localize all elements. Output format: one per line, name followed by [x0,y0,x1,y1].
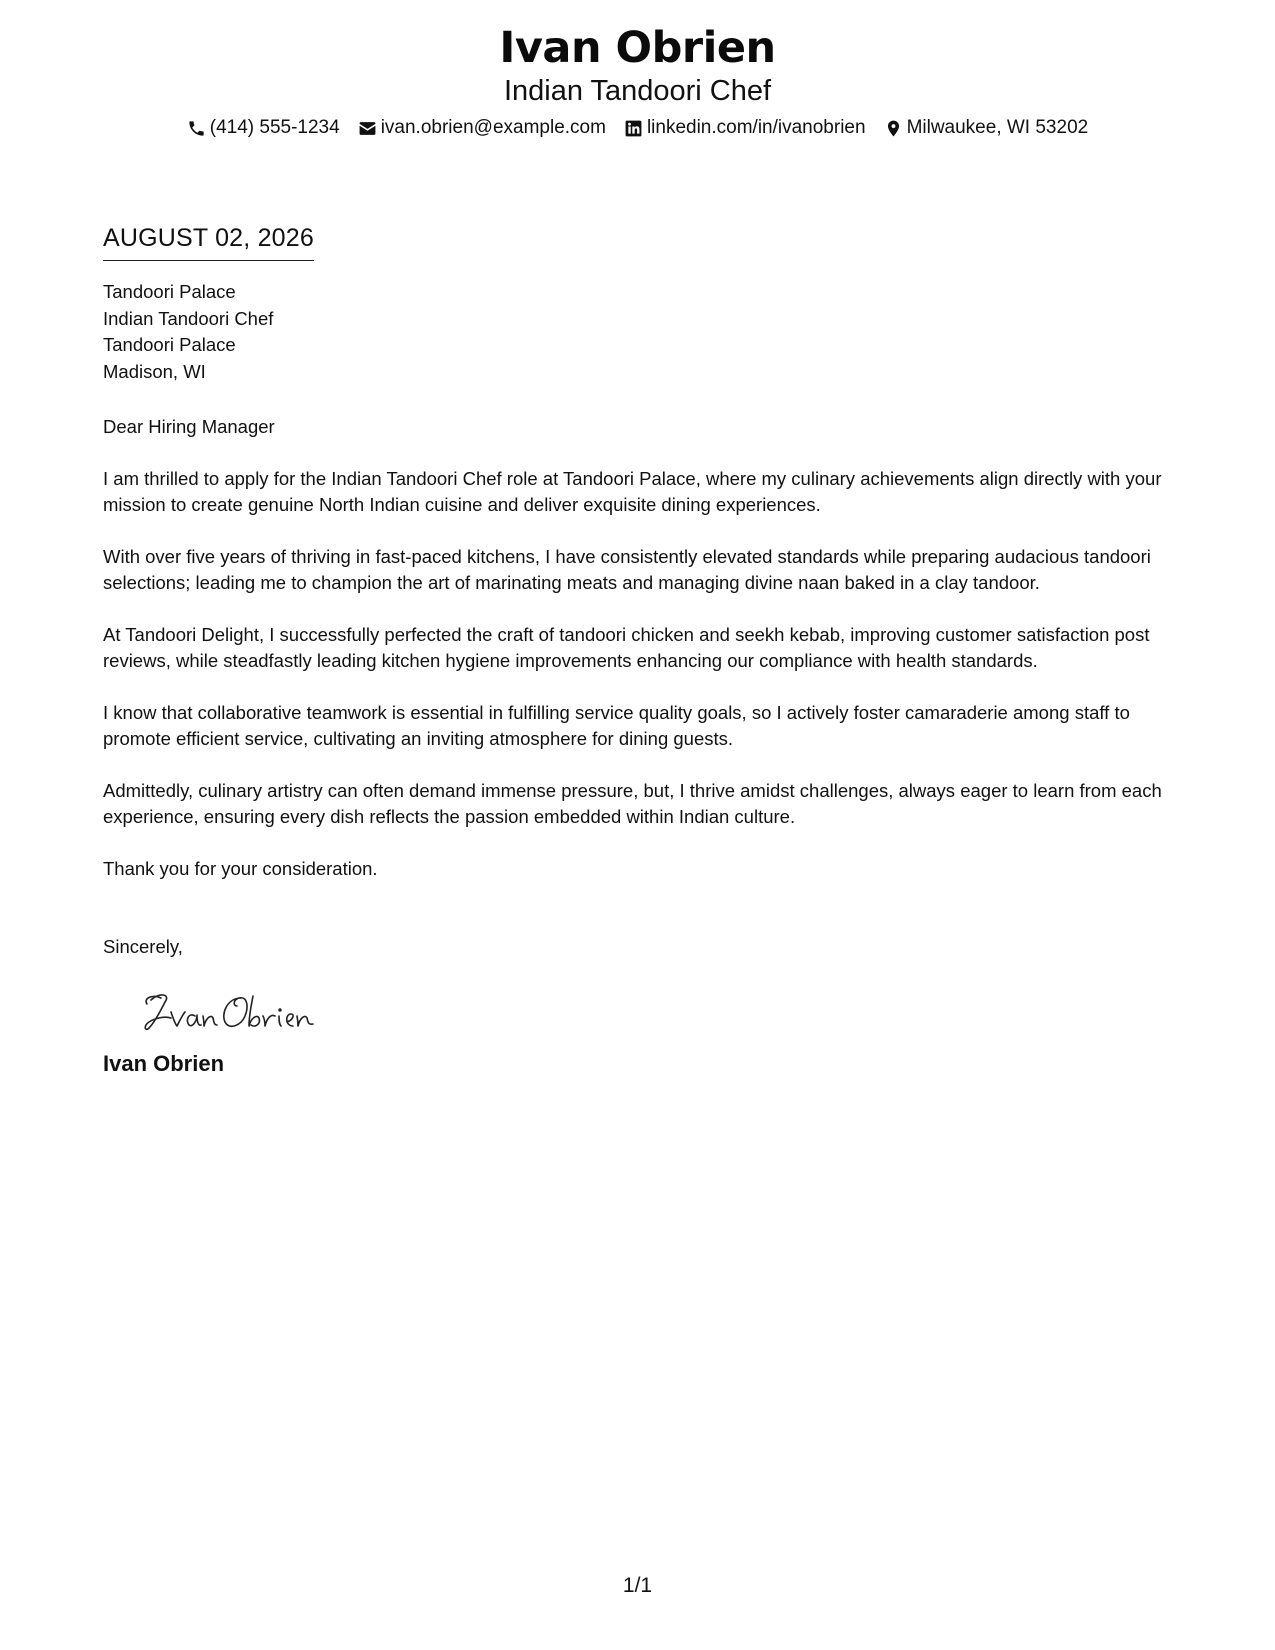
recipient-line: Indian Tandoori Chef [103,307,274,329]
linkedin-link[interactable]: linkedin.com/in/ivanobrien [646,117,866,138]
salutation: Dear Hiring Manager [103,416,275,437]
letter-body [103,222,1173,1078]
letter-date: AUGUST 02, 2026 [103,222,314,261]
body-paragraph: I am thrilled to apply for the Indian Tandoori Chef role at Tandoori Palace, where my culinary achievements align directly with your mission to create genuine North Indian cuisine and deliver exquisite dining experiences. [103,468,1162,515]
phone-icon [187,119,206,138]
recipient-line: Madison, WI [103,360,206,382]
body-paragraph: I know that collaborative teamwork is essential in fulfilling service quality goals, so I actively foster camaraderie among staff to promote efficient service, cultivating an inviting atmosphere for dining guests. [103,702,1130,749]
closing-line: Sincerely, [103,936,183,957]
body-paragraph: At Tandoori Delight, I successfully perfected the craft of tandoori chicken and seekh kebab, improving customer satisfaction post reviews, while steadfastly leading kitchen hygiene improvements enhancing our compliance with health standards. [103,624,1150,671]
linkedin-icon [624,119,643,138]
contact-info-bar [0,116,1275,140]
location-text: Milwaukee, WI 53202 [906,117,1089,138]
envelope-icon [358,119,377,138]
contact-phone [187,116,340,140]
recipient-line: Tandoori Palace [103,281,236,302]
body-paragraph: With over five years of thriving in fast-paced kitchens, I have consistently elevated standards while preparing audacious tandoori selections; leading me to champion the art of marinating meats and managing divine naan baked in a clay tandoor. [103,546,1151,593]
letter-header [0,22,1275,140]
phone-text: (414) 555-1234 [209,117,340,138]
map-pin-icon [884,119,903,138]
recipient-block [103,279,1173,385]
contact-linkedin [624,116,866,140]
page-number: 1/1 [622,1574,653,1597]
handwritten-signature [141,988,341,1036]
applicant-role: Indian Tandoori Chef [503,75,772,107]
applicant-name: Ivan Obrien [499,23,776,73]
contact-email [358,116,606,140]
contact-location [884,116,1089,140]
body-paragraph: Admittedly, culinary artistry can often demand immense pressure, but, I thrive amidst challenges, always eager to learn from each experience, ensuring every dish reflects the passion embedded within Indian culture. [103,780,1162,827]
thanks-line: Thank you for your consideration. [103,858,378,879]
recipient-line: Tandoori Palace [103,334,236,355]
signer-name: Ivan Obrien [103,1051,225,1076]
email-link[interactable]: ivan.obrien@example.com [380,117,606,138]
